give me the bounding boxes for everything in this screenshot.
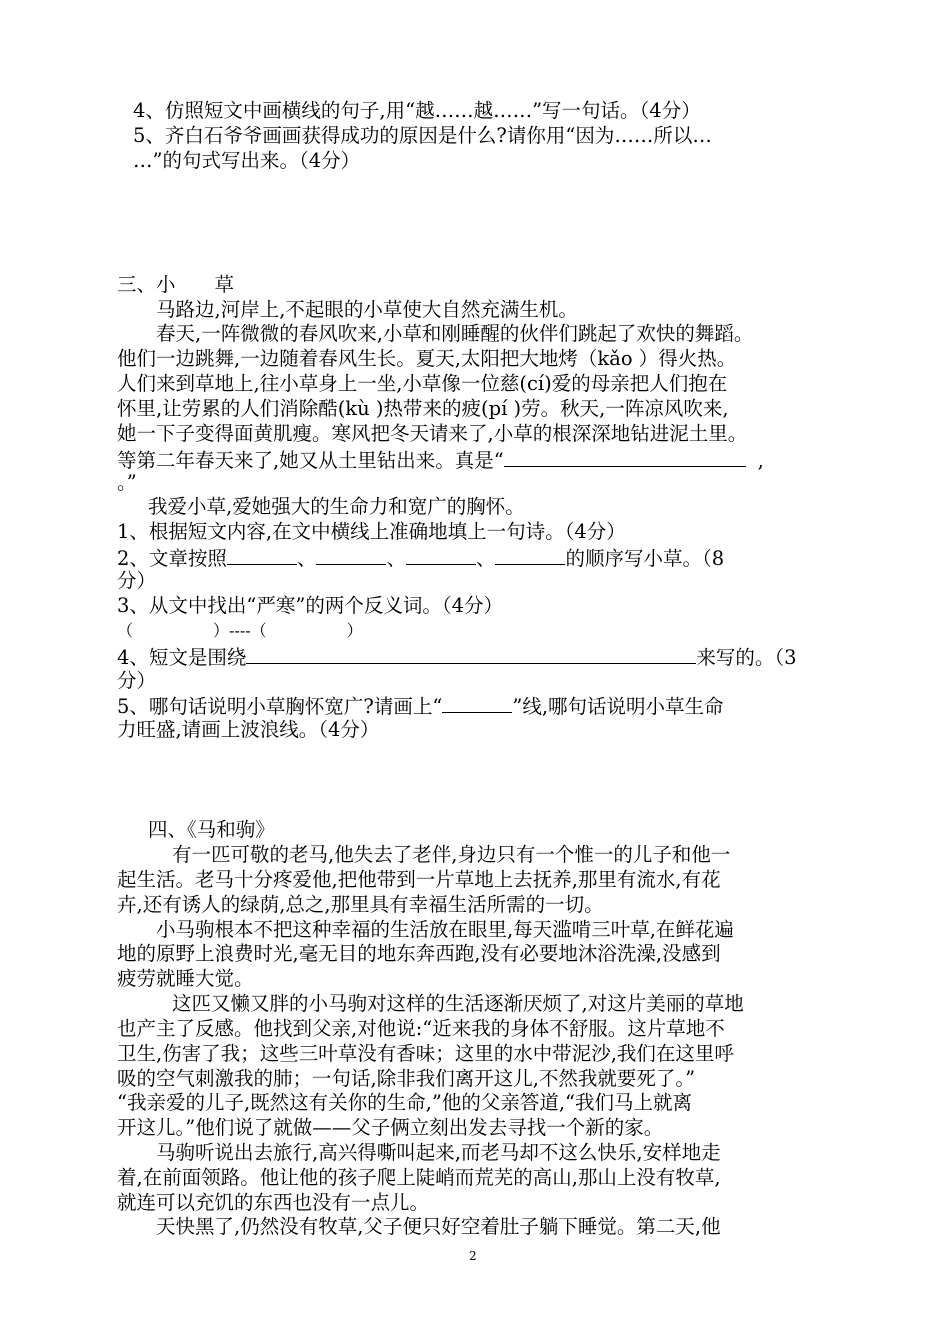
q2-blank-4[interactable] — [495, 546, 565, 565]
s3-question-1: 1、根据短文内容,在文中横线上准确地填上一句诗。（4分） — [117, 520, 626, 543]
s3-question-3: 3、从文中找出“严寒”的两个反义词。（4分） — [117, 594, 504, 617]
s3-question-5-cont: 力旺盛,请画上波浪线。（4分） — [117, 718, 380, 741]
page-number: 2 — [469, 1249, 477, 1263]
section3-para-3: 他们一边跳舞,一边随着春风生长。夏天,太阳把大地烤（kǎo ）得火热。 — [117, 347, 737, 370]
q2-prefix: 2、文章按照 — [117, 547, 227, 570]
poem-intro-text: 等第二年春天来了,她又从土里钻出来。真是“ — [117, 449, 504, 472]
section3-para-2: 春天,一阵微微的春风吹来,小草和刚睡醒的伙伴们跳起了欢快的舞蹈。 — [156, 322, 754, 345]
s4-line-9: 卫生,伤害了我；这些三叶草没有香味；这里的水中带泥沙,我们在这里呼 — [117, 1042, 734, 1065]
q5-line-sample — [442, 694, 512, 713]
s3-question-4 — [117, 645, 797, 669]
poem-blank[interactable] — [504, 448, 746, 467]
q2-sep-2: 、 — [386, 547, 406, 570]
q4-suffix: 来写的。（3 — [696, 646, 797, 669]
q2-sep-1: 、 — [296, 547, 317, 570]
poem-blank-line — [117, 448, 764, 472]
q5-prefix: 5、哪句话说明小草胸怀宽广?请画上“ — [117, 695, 443, 718]
section3-para-5: 怀里,让劳累的人们消除酷(kù )热带来的疲(pí )劳。秋天,一阵凉风吹来, — [117, 397, 729, 420]
s3-question-2-cont: 分） — [117, 569, 157, 592]
s4-line-4: 小马驹根本不把这种幸福的生活放在眼里,每天滥啃三叶草,在鲜花遍 — [156, 918, 734, 941]
s4-line-16: 天快黑了,仍然没有牧草,父子便只好空着肚子躺下睡觉。第二天,他 — [156, 1215, 721, 1238]
question-5-cont: …”的句式写出来。（4分） — [133, 149, 361, 172]
s4-line-6: 疲劳就睡大觉。 — [117, 967, 254, 990]
s4-line-11: “我亲爱的儿子,既然这有关你的生命,”他的父亲答道,“我们马上就离 — [117, 1091, 693, 1114]
s4-line-8: 也产主了反感。他找到父亲,对他说:“近来我的身体不舒服。这片草地不 — [117, 1017, 725, 1040]
question-4: 4、仿照短文中画横线的句子,用“越……越……”写一句话。（4分） — [133, 99, 701, 122]
question-5: 5、齐白石爷爷画画获得成功的原因是什么?请你用“因为……所以… — [133, 124, 712, 147]
s3-question-5 — [117, 694, 724, 718]
q2-blank-2[interactable] — [316, 546, 386, 565]
s4-line-1: 有一匹可敬的老马,他失去了老伴,身边只有一个惟一的儿子和他一 — [172, 843, 731, 866]
poem-blank-close: 。” — [117, 471, 137, 494]
s3-question-4-cont: 分） — [117, 669, 157, 692]
s4-line-3: 卉,还有诱人的绿荫,总之,那里具有幸福生活所需的一切。 — [117, 893, 604, 916]
q2-sep-3: 、 — [475, 547, 496, 570]
section3-heading: 三、小 草 — [117, 273, 235, 296]
s3-question-2 — [117, 546, 724, 570]
s3-question-3-answer[interactable]: （ ）----（ ） — [117, 621, 363, 640]
s4-line-10: 吸的空气刺激我的肺；一句话,除非我们离开这儿,不然我就要死了。” — [117, 1067, 696, 1090]
s4-line-15: 就连可以充饥的东西也没有一点儿。 — [117, 1191, 430, 1214]
s4-line-7: 这匹又懒又胖的小马驹对这样的生活逐渐厌烦了,对这片美丽的草地 — [172, 992, 744, 1015]
s4-line-2: 起生活。老马十分疼爱他,把他带到一片草地上去抚养,那里有流水,有花 — [117, 868, 721, 891]
s4-line-13: 马驹听说出去旅行,高兴得嘶叫起来,而老马却不这么快乐,安样地走 — [156, 1141, 721, 1164]
q2-blank-1[interactable] — [227, 546, 297, 565]
s4-line-14: 着,在前面领路。他让他的孩子爬上陡峭而荒芜的高山,那山上没有牧草, — [117, 1166, 721, 1189]
q5-suffix: ”线,哪句话说明小草生命 — [512, 695, 724, 718]
q2-suffix: 的顺序写小草。（8 — [565, 547, 725, 570]
poem-comma: , — [757, 449, 764, 472]
love-line: 我爱小草,爱她强大的生命力和宽广的胸怀。 — [148, 495, 525, 518]
section3-para-1: 马路边,河岸上,不起眼的小草使大自然充满生机。 — [156, 298, 578, 321]
q4-prefix: 4、短文是围绕 — [117, 646, 247, 669]
q2-blank-3[interactable] — [406, 546, 476, 565]
q4-blank[interactable] — [246, 645, 696, 664]
section3-para-4: 人们来到草地上,往小草身上一坐,小草像一位慈(cí)爱的母亲把人们抱在 — [117, 372, 728, 395]
section3-para-6: 她一下子变得面黄肌瘦。寒风把冬天请来了,小草的根深深地钻进泥土里。 — [117, 422, 748, 445]
section4-heading: 四、《马和驹》 — [148, 818, 275, 841]
s4-line-5: 地的原野上浪费时光,毫无目的地东奔西跑,没有必要地沐浴洗澡,没感到 — [117, 942, 721, 965]
s4-line-12: 开这儿。”他们说了就做——父子俩立刻出发去寻找一个新的家。 — [117, 1116, 664, 1139]
